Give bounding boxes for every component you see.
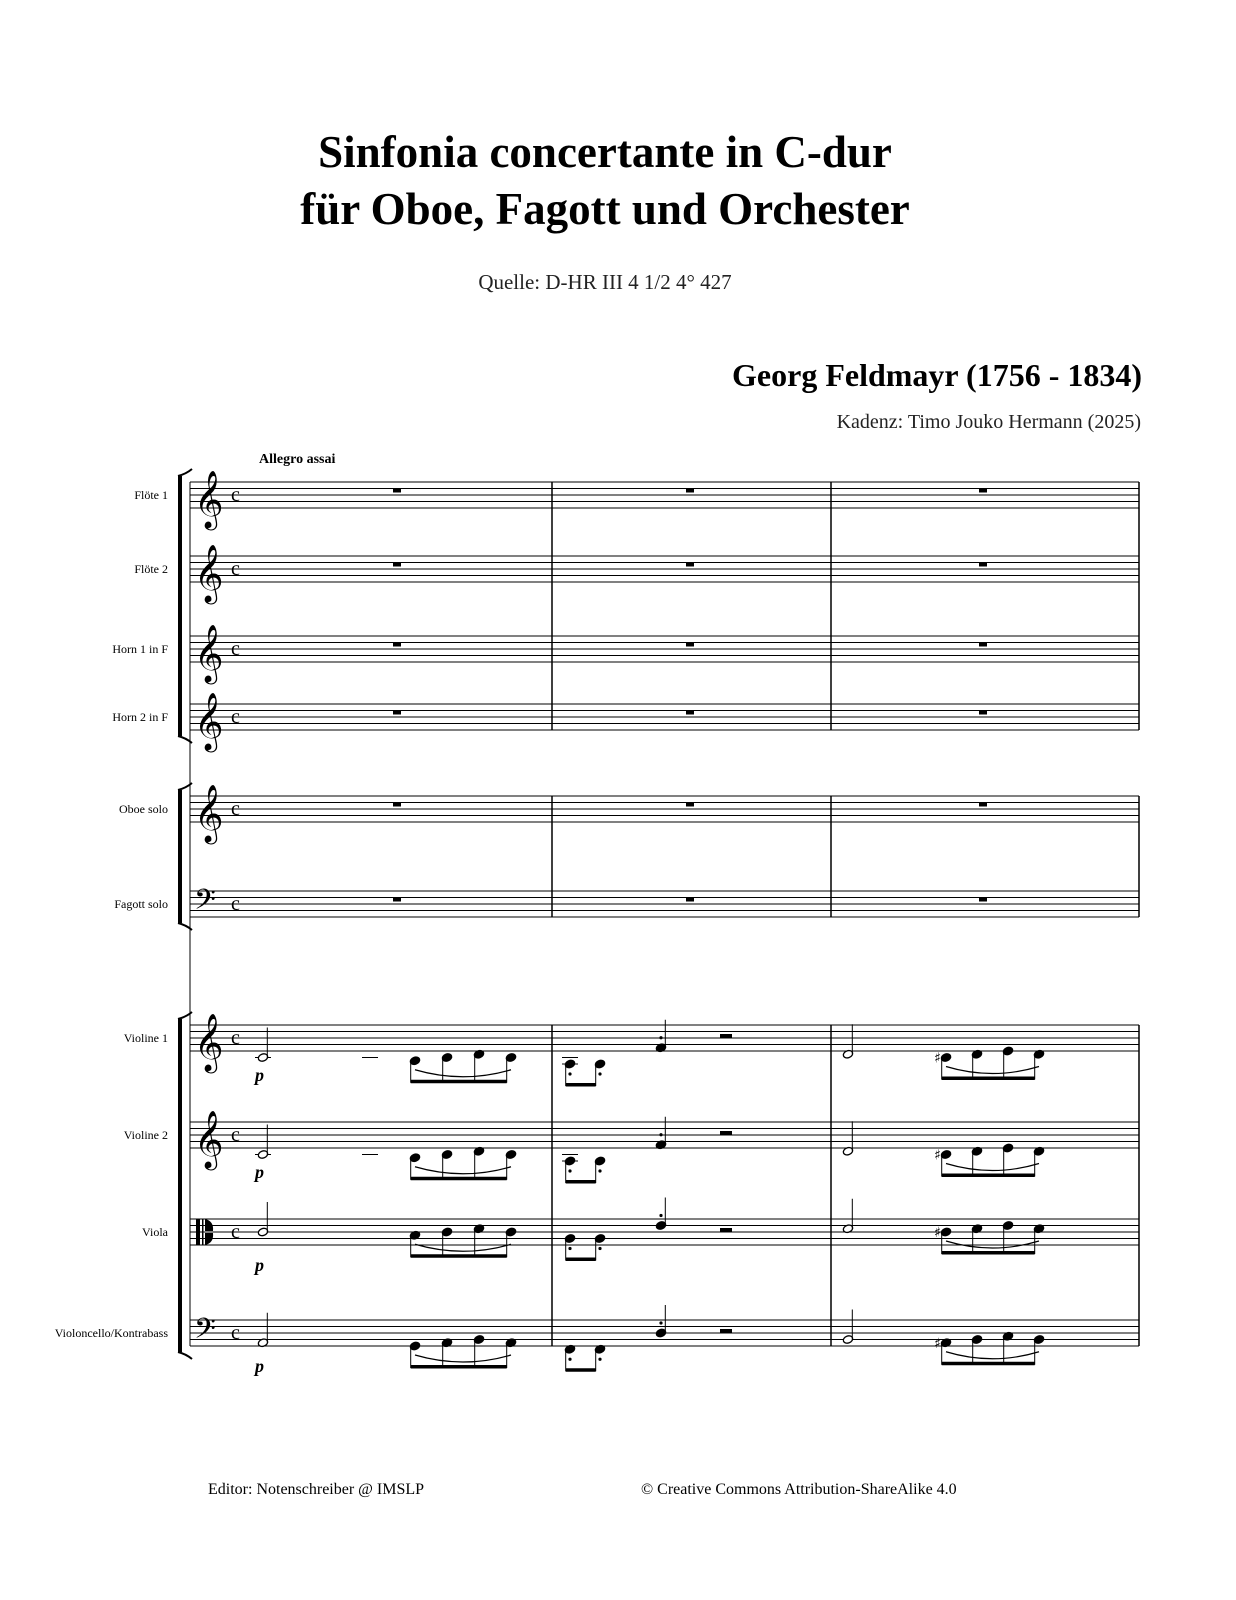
- dynamic-mark: p: [255, 1065, 264, 1085]
- half-rest: [720, 1329, 732, 1333]
- whole-rest: [686, 803, 694, 807]
- staccato-dot: [659, 1036, 662, 1039]
- staccato-dot: [568, 1247, 571, 1250]
- composer: Georg Feldmayr (1756 - 1834): [732, 357, 1142, 393]
- instrument-name: Fagott solo: [114, 897, 168, 911]
- whole-rest: [393, 803, 401, 807]
- system-bracket: [178, 469, 192, 476]
- whole-rest: [393, 563, 401, 567]
- sharp-sign: ♯: [934, 1050, 941, 1067]
- treble-clef: 𝄞: [194, 544, 224, 602]
- alto-clef: [205, 1233, 213, 1245]
- beam: [411, 1080, 507, 1084]
- whole-rest: [686, 563, 694, 567]
- slur: [415, 1167, 511, 1174]
- instrument-name: Oboe solo: [119, 802, 168, 816]
- bass-clef: 𝄢: [194, 1312, 216, 1353]
- staccato-dot: [598, 1072, 601, 1075]
- time-signature: c: [231, 706, 240, 728]
- instrument-name: Flöte 1: [134, 488, 168, 502]
- sharp-sign: ♯: [934, 1147, 941, 1164]
- beam: [942, 1251, 1035, 1255]
- time-signature: c: [231, 1322, 240, 1344]
- instrument-name: Violine 1: [123, 1031, 168, 1045]
- sharp-sign: ♯: [934, 1335, 941, 1352]
- whole-rest: [393, 643, 401, 647]
- dynamic-mark: p: [255, 1162, 264, 1182]
- treble-clef: 𝄞: [194, 624, 224, 682]
- beam: [566, 1258, 596, 1262]
- alto-clef: [202, 1219, 204, 1245]
- slur: [415, 1355, 511, 1362]
- half-rest: [720, 1034, 732, 1038]
- license-note: © Creative Commons Attribution-ShareAlike 4.0: [641, 1481, 957, 1498]
- time-signature: c: [231, 558, 240, 580]
- dynamic-mark: p: [255, 1255, 264, 1275]
- treble-clef: 𝄞: [194, 1110, 224, 1168]
- time-signature: c: [231, 798, 240, 820]
- beam: [566, 1083, 596, 1087]
- slur: [946, 1352, 1039, 1359]
- cadenza-credit: Kadenz: Timo Jouko Hermann (2025): [836, 411, 1141, 433]
- whole-rest: [979, 898, 987, 902]
- alto-clef: [205, 1219, 213, 1231]
- staccato-dot: [598, 1247, 601, 1250]
- whole-rest: [979, 563, 987, 567]
- whole-rest: [979, 803, 987, 807]
- staccato-dot: [659, 1321, 662, 1324]
- slur: [946, 1067, 1039, 1074]
- time-signature: c: [231, 893, 240, 915]
- bass-clef: 𝄢: [194, 883, 216, 924]
- whole-rest: [979, 711, 987, 715]
- staccato-dot: [659, 1214, 662, 1217]
- whole-rest: [686, 643, 694, 647]
- dynamic-mark: p: [255, 1356, 264, 1376]
- sharp-sign: ♯: [934, 1225, 941, 1241]
- whole-rest: [979, 489, 987, 493]
- system-bracket: [178, 1352, 192, 1359]
- time-signature: c: [231, 638, 240, 660]
- beam: [566, 1368, 596, 1372]
- beam: [411, 1254, 507, 1258]
- treble-clef: 𝄞: [194, 1013, 224, 1071]
- treble-clef: 𝄞: [194, 692, 224, 750]
- staccato-dot: [568, 1072, 571, 1075]
- slur: [946, 1164, 1039, 1171]
- beam: [566, 1180, 596, 1184]
- half-rest: [720, 1228, 732, 1232]
- staccato-dot: [568, 1358, 571, 1361]
- instrument-name: Viola: [142, 1225, 168, 1239]
- title-line-2: für Oboe, Fagott und Orchester: [300, 184, 910, 234]
- tempo-marking: Allegro assai: [259, 452, 336, 467]
- time-signature: c: [231, 1124, 240, 1146]
- staccato-dot: [598, 1169, 601, 1172]
- whole-rest: [393, 898, 401, 902]
- whole-rest: [686, 489, 694, 493]
- beam: [411, 1365, 507, 1369]
- instrument-name: Horn 2 in F: [112, 710, 168, 724]
- instrument-name: Horn 1 in F: [112, 642, 168, 656]
- whole-rest: [393, 711, 401, 715]
- whole-rest: [686, 898, 694, 902]
- staccato-dot: [659, 1133, 662, 1136]
- beam: [942, 1362, 1035, 1366]
- beam: [942, 1077, 1035, 1081]
- staccato-dot: [598, 1358, 601, 1361]
- time-signature: c: [231, 1221, 240, 1243]
- beam: [942, 1174, 1035, 1178]
- instrument-name: Violine 2: [123, 1128, 168, 1142]
- beam: [411, 1177, 507, 1181]
- staccato-dot: [568, 1169, 571, 1172]
- title-line-1: Sinfonia concertante in C-dur: [318, 127, 892, 177]
- whole-rest: [979, 643, 987, 647]
- source-reference: Quelle: D-HR III 4 1/2 4° 427: [478, 270, 732, 294]
- system-bracket: [178, 476, 182, 736]
- instrument-name: Violoncello/Kontrabass: [54, 1326, 168, 1340]
- slur: [415, 1070, 511, 1077]
- alto-clef: [196, 1219, 200, 1245]
- time-signature: c: [231, 1027, 240, 1049]
- editor-credit: Editor: Notenschreiber @ IMSLP: [208, 1481, 425, 1498]
- half-rest: [720, 1131, 732, 1135]
- instrument-name: Flöte 2: [134, 562, 168, 576]
- whole-rest: [393, 489, 401, 493]
- time-signature: c: [231, 484, 240, 506]
- system-bracket: [178, 790, 182, 923]
- whole-rest: [686, 711, 694, 715]
- system-bracket: [178, 1019, 182, 1352]
- treble-clef: 𝄞: [194, 470, 224, 528]
- treble-clef: 𝄞: [194, 784, 224, 842]
